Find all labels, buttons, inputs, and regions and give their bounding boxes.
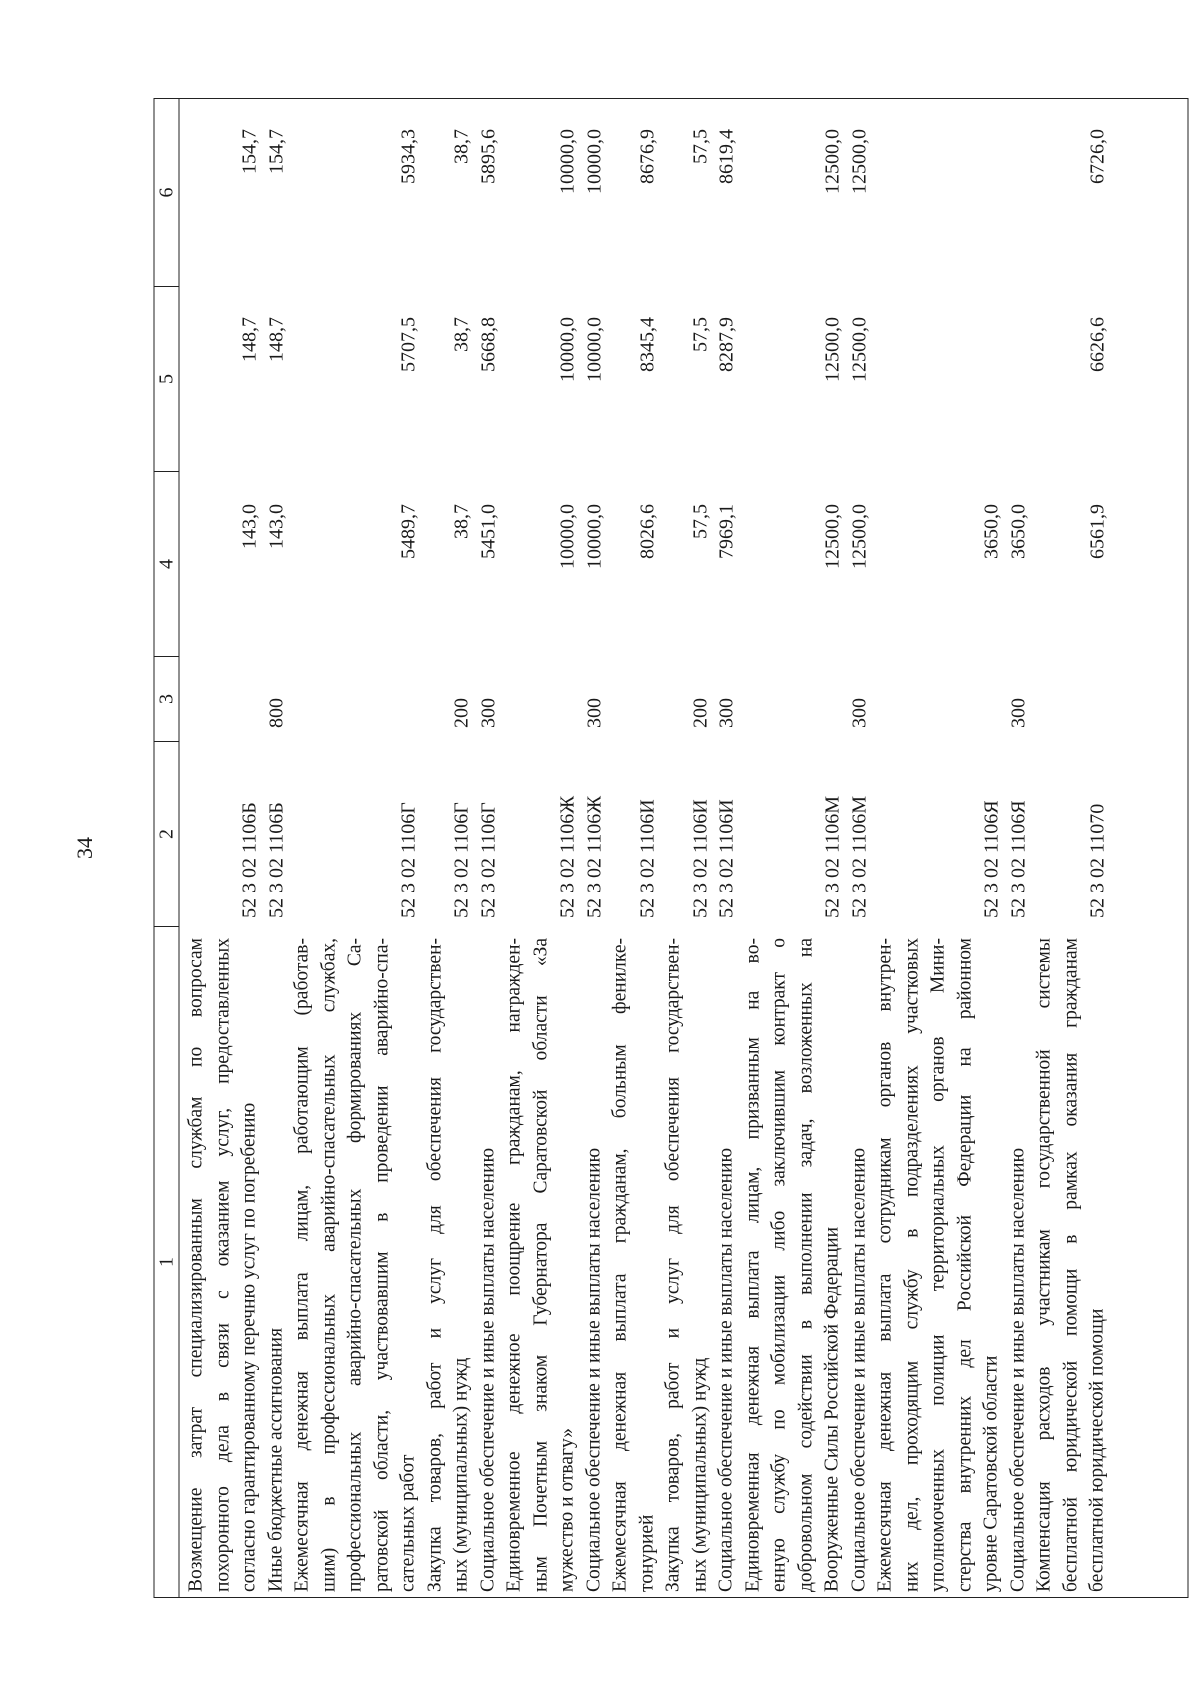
row-value-col6: 10000,0	[556, 129, 579, 194]
row-value-col6: 10000,0	[583, 129, 605, 194]
row-value-col4: 12500,0	[821, 504, 844, 569]
row-code: 52 3 02 1106Я	[980, 800, 1003, 918]
row-description-line: Социальное обеспечение и иные выплаты населению	[715, 1147, 737, 1592]
page-number: 34	[72, 837, 97, 859]
row-description-line: Социальное обеспечение и иные выплаты населению	[1007, 1147, 1028, 1592]
row-value-col4: 38,7	[450, 504, 473, 539]
row-value-col6: 5934,3	[397, 129, 420, 184]
row-code: 52 3 02 1106М	[848, 795, 870, 918]
row-value-col6: 6726,0	[1086, 129, 1109, 184]
row-description-line: Возмещение затрат специализированным службам по вопросам	[185, 938, 207, 1592]
row-code: 52 3 02 1106Б	[238, 802, 261, 918]
row-value-col4: 7969,1	[715, 504, 738, 559]
row-value-col6: 57,5	[689, 129, 711, 164]
row-description-line: сательных работ	[397, 1454, 419, 1592]
row-code: 52 3 02 1106И	[689, 799, 711, 918]
row-value-col6: 12500,0	[848, 129, 870, 194]
row-code: 52 3 02 11070	[1086, 803, 1109, 918]
row-description-line: ных (муниципальных) нужд	[689, 1357, 710, 1592]
row-expense-type: 300	[583, 698, 605, 728]
row-description-line: Ежемесячная денежная выплата гражданам, больным фенилке-	[609, 938, 631, 1592]
row-expense-type: 300	[848, 698, 870, 728]
row-description-line: согласно гарантированному перечню услуг по погребению	[238, 1102, 260, 1592]
row-code: 52 3 02 1106Г	[450, 802, 473, 918]
row-value-col4: 12500,0	[848, 504, 870, 569]
row-description-line: Социальное обеспечение и иные выплаты населению	[583, 1147, 604, 1592]
row-description-line: Закупка товаров, работ и услуг для обеспечения государствен-	[662, 938, 684, 1592]
row-value-col5: 10000,0	[583, 317, 605, 382]
row-description-line: уровне Саратовской области	[980, 1355, 1002, 1592]
row-expense-type: 300	[1007, 698, 1029, 728]
row-value-col4: 5451,0	[477, 504, 499, 559]
row-expense-type: 200	[689, 698, 711, 728]
row-value-col6: 8676,9	[636, 129, 658, 184]
row-code: 52 3 02 1106И	[636, 799, 658, 918]
row-value-col4: 8026,6	[636, 504, 658, 559]
row-description-line: похоронного дела в связи с оказанием услуг, предоставленных	[212, 938, 233, 1592]
row-expense-type: 300	[477, 698, 499, 728]
row-value-col5: 57,5	[689, 317, 711, 352]
row-description-line: них дел, проходящим службу в подразделениях участковых	[901, 938, 922, 1592]
row-expense-type: 200	[450, 698, 473, 728]
row-description-line: Единовременная денежная выплата лицам, призванным на во-	[742, 938, 763, 1592]
row-value-col5: 6626,6	[1086, 317, 1109, 372]
row-description-line: мужество и отвагу»	[556, 1428, 578, 1592]
row-value-col6: 8619,4	[715, 129, 738, 184]
row-value-col4: 143,0	[238, 504, 261, 549]
row-expense-type: 300	[715, 698, 738, 728]
row-code: 52 3 02 1106Я	[1007, 800, 1029, 918]
row-value-col4: 3650,0	[980, 504, 1003, 559]
row-value-col4: 57,5	[689, 504, 711, 539]
row-value-col6: 5895,6	[477, 129, 499, 184]
budget-table	[154, 98, 1189, 1598]
row-description-line: Иные бюджетные ассигнования	[265, 1327, 286, 1592]
row-code: 52 3 02 1106Г	[397, 802, 420, 918]
row-value-col4: 143,0	[265, 504, 287, 549]
row-value-col5: 10000,0	[556, 317, 579, 382]
header-col-1: 1	[154, 927, 180, 1598]
row-description-line: уполномоченных полиции территориальных органов Мини-	[927, 938, 949, 1592]
row-code: 52 3 02 1106Г	[477, 802, 499, 918]
header-col-2: 2	[154, 742, 180, 927]
row-description-line: добровольном содействии в выполнении задач, возложенных на	[795, 938, 816, 1592]
row-description-line: шим) в профессиональных аварийно-спасательных службах,	[318, 938, 339, 1592]
row-value-col4: 6561,9	[1086, 504, 1109, 559]
row-description-line: профессиональных аварийно-спасательных формированиях Са-	[344, 938, 366, 1592]
header-col-6: 6	[154, 98, 180, 287]
row-description-line: Социальное обеспечение и иные выплаты населению	[848, 1147, 869, 1592]
row-value-col5: 5668,8	[477, 317, 499, 372]
row-description-line: бесплатной юридической помощи в рамках оказания гражданам	[1060, 938, 1081, 1592]
row-value-col5: 38,7	[450, 317, 473, 352]
row-code: 52 3 02 1106Ж	[583, 795, 605, 918]
row-description-line: ратовской области, участвовавшим в проведении аварийно-спа-	[371, 938, 392, 1592]
row-value-col4: 3650,0	[1007, 504, 1029, 559]
row-description-line: Ежемесячная денежная выплата лицам, работающим (работав-	[291, 938, 313, 1592]
row-description-line: ных (муниципальных) нужд	[450, 1357, 472, 1592]
row-description-line: Вооруженные Силы Российской Федерации	[821, 1226, 843, 1592]
header-col-5: 5	[154, 287, 180, 472]
row-code: 52 3 02 1106М	[821, 795, 844, 918]
row-code: 52 3 02 1106Ж	[556, 795, 579, 918]
row-description-line: стерства внутренних дел Российской Федерации на районном	[954, 938, 975, 1592]
row-value-col5: 148,7	[265, 317, 287, 362]
row-description-line: енную службу по мобилизации либо заключившим контракт о	[768, 938, 790, 1592]
row-description-line: Ежемесячная денежная выплата сотрудникам органов внутрен-	[874, 938, 896, 1592]
row-code: 52 3 02 1106Б	[265, 802, 287, 918]
row-value-col6: 154,7	[265, 129, 287, 174]
header-col-4: 4	[154, 472, 180, 657]
row-value-col5: 8287,9	[715, 317, 738, 372]
row-code: 52 3 02 1106И	[715, 799, 738, 918]
row-value-col5: 12500,0	[821, 317, 844, 382]
row-value-col5: 12500,0	[848, 317, 870, 382]
row-value-col4: 10000,0	[556, 504, 579, 569]
row-value-col5: 5707,5	[397, 317, 420, 372]
row-value-col6: 12500,0	[821, 129, 844, 194]
row-expense-type: 800	[265, 698, 287, 728]
row-description-line: Социальное обеспечение и иные выплаты населению	[477, 1147, 498, 1592]
row-description-line: ным Почетным знаком Губернатора Саратовской области «За	[530, 938, 551, 1592]
row-value-col4: 5489,7	[397, 504, 420, 559]
row-value-col5: 8345,4	[636, 317, 658, 372]
row-description-line: бесплатной юридической помощи	[1086, 1308, 1108, 1592]
row-description-line: Закупка товаров, работ и услуг для обеспечения государствен-	[424, 938, 445, 1592]
header-col-3: 3	[154, 657, 180, 742]
row-description-line: Компенсация расходов участникам государственной системы	[1033, 938, 1055, 1592]
row-value-col6: 38,7	[450, 129, 473, 164]
row-description-line: Единовременное денежное поощрение гражданам, награжден-	[503, 938, 525, 1592]
row-description-line: тонурией	[636, 1514, 657, 1592]
row-value-col5: 148,7	[238, 317, 261, 362]
row-value-col4: 10000,0	[583, 504, 605, 569]
row-value-col6: 154,7	[238, 129, 261, 174]
